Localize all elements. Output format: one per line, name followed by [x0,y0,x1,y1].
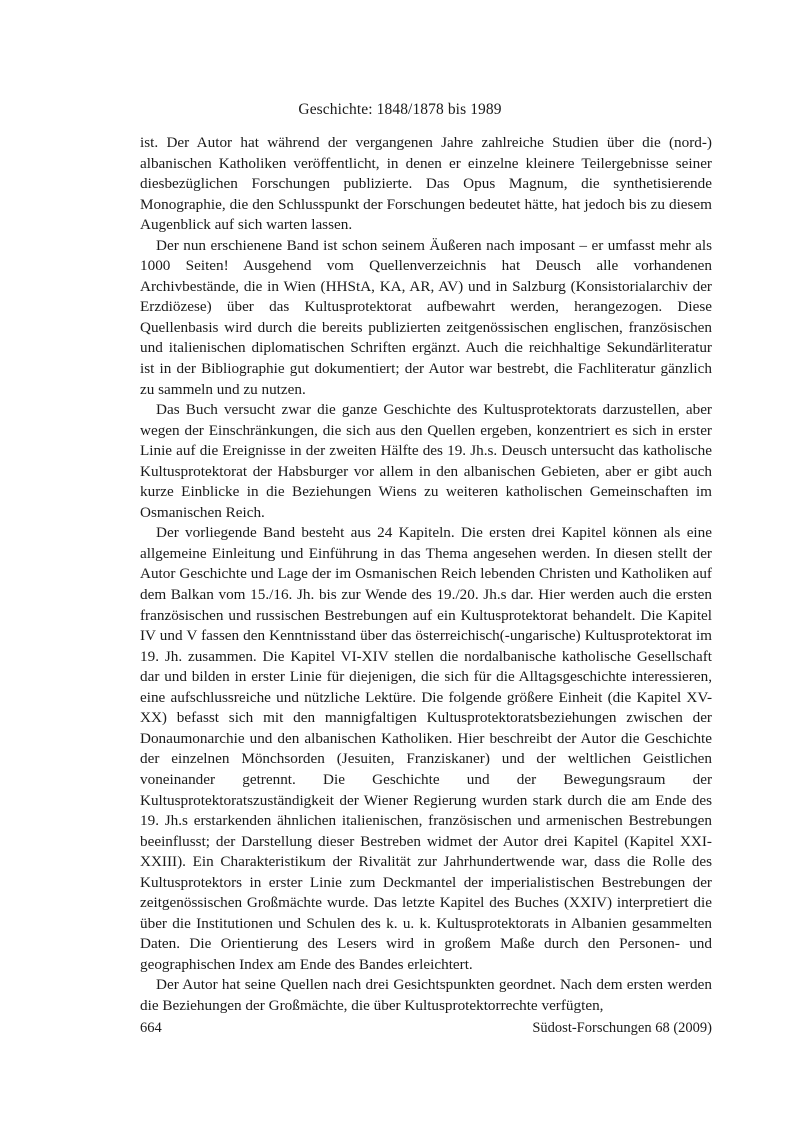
body-text [140,133,712,1017]
paragraph: Das Buch versucht zwar die ganze Geschichte des Kultusprotektorats darzustellen, aber wegen der Einschränkungen, die sich aus den Quellen ergeben, konzentriert es sich in erster Linie auf die Ereignisse in der zweiten Hälfte des 19. Jh.s. Deusch untersucht das katholische Kultusprotektorat der Habsburger vor allem in den albanischen Gebieten, aber er gibt auch kurze Einblicke in die Beziehungen Wiens zu weiteren katholischen Gemeinschaften im Osmanischen Reich. [140,401,712,521]
paragraph: Der Autor hat seine Quellen nach drei Gesichtspunkten geordnet. Nach dem ersten werden die Beziehungen der Großmächte, die über Kultusprotektorrechte verfügten, [140,976,712,1014]
paragraph: Der nun erschienene Band ist schon seinem Äußeren nach imposant – er umfasst mehr als 1000 Seiten! Ausgehend vom Quellenverzeichnis hat Deusch alle vorhandenen Archivbestände, die in Wien (HHStA, KA, AR, AV) und in Salzburg (Konsistorialarchiv der Erzdiözese) über das Kultusprotektorat aufbewahrt werden, herangezogen. Diese Quellenbasis wird durch die bereits publizierten zeitgenössischen englischen, französischen und italienischen diplomatischen Schriften ergänzt. Auch die reichhaltige Sekundärliteratur ist in der Bibliographie gut dokumentiert; der Autor war bestrebt, die Fachliteratur gänzlich zu sammeln und zu nutzen. [140,236,712,398]
page-footer [140,1018,712,1038]
page-number: 664 [140,1020,162,1036]
journal-citation: Südost-Forschungen 68 (2009) [532,1020,712,1036]
paragraph: ist. Der Autor hat während der vergangenen Jahre zahlreiche Studien über die (nord-) albanischen Katholiken veröffentlicht, in denen er einzelne kleinere Teilergebnisse seiner diesbezüglichen Forschungen publizierte. Das Opus Magnum, die synthetisierende Monographie, die den Schlusspunkt der Forschungen bedeutet hätte, hat jedoch bis zu diesem Augenblick auf sich warten lassen. [140,134,712,234]
paragraph: Der vorliegende Band besteht aus 24 Kapiteln. Die ersten drei Kapitel können als eine allgemeine Einleitung und Einführung in das Thema angesehen werden. In diesen stellt der Autor Geschichte und Lage der im Osmanischen Reich lebenden Christen und Katholiken auf dem Balkan vom 15./16. Jh. bis zur Wende des 19./20. Jh.s dar. Hier werden auch die ersten französischen und russischen Bestrebungen auf ein Kultusprotektorat behandelt. Die Kapitel IV und V fassen den Kenntnisstand über das österreichisch(-ungarische) Kultusprotektorat im 19. Jh. zusammen. Die Kapitel VI-XIV stellen die nordalbanische katholische Gesellschaft dar und bilden in erster Linie für diejenigen, die sich für die Alltagsgeschichte interessieren, eine aufschlussreiche und nützliche Lektüre. Die folgende größere Einheit (die Kapitel XV-XX) befasst sich mit den mannigfaltigen Kultusprotektoratsbeziehungen zwischen der Donaumonarchie und den albanischen Katholiken. Hier beschreibt der Autor die Geschichte der einzelnen Mönchsorden (Jesuiten, Franziskaner) und der weltlichen Geistlichen voneinander getrennt. Die Geschichte und der Bewegungsraum der Kultusprotektoratszuständigkeit der Wiener Regierung wurden stark durch die am Ende des 19. Jh.s erstarkenden ähnlichen italienischen, französischen und armenischen Bestrebungen beeinflusst; der Darstellung dieser Bestreben widmet der Autor drei Kapitel (Kapitel XXI-XXIII). Ein Charakteristikum der Rivalität zur Jahrhundertwende war, dass die Rolle des Kultusprotektors in erster Linie zum Deckmantel der imperialistischen Bestrebungen der zeitgenössischen Großmächte wurde. Das letzte Kapitel des Buches (XXIV) interpretiert die über die Institutionen und Schulen des k. u. k. Kultusprotektorats in Albanien gesammelten Daten. Die Orientierung des Lesers wird in großem Maße durch den Personen- und geographischen Index am Ende des Bandes erleichtert. [140,524,712,973]
running-header: Geschichte: 1848/1878 bis 1989 [298,101,502,118]
